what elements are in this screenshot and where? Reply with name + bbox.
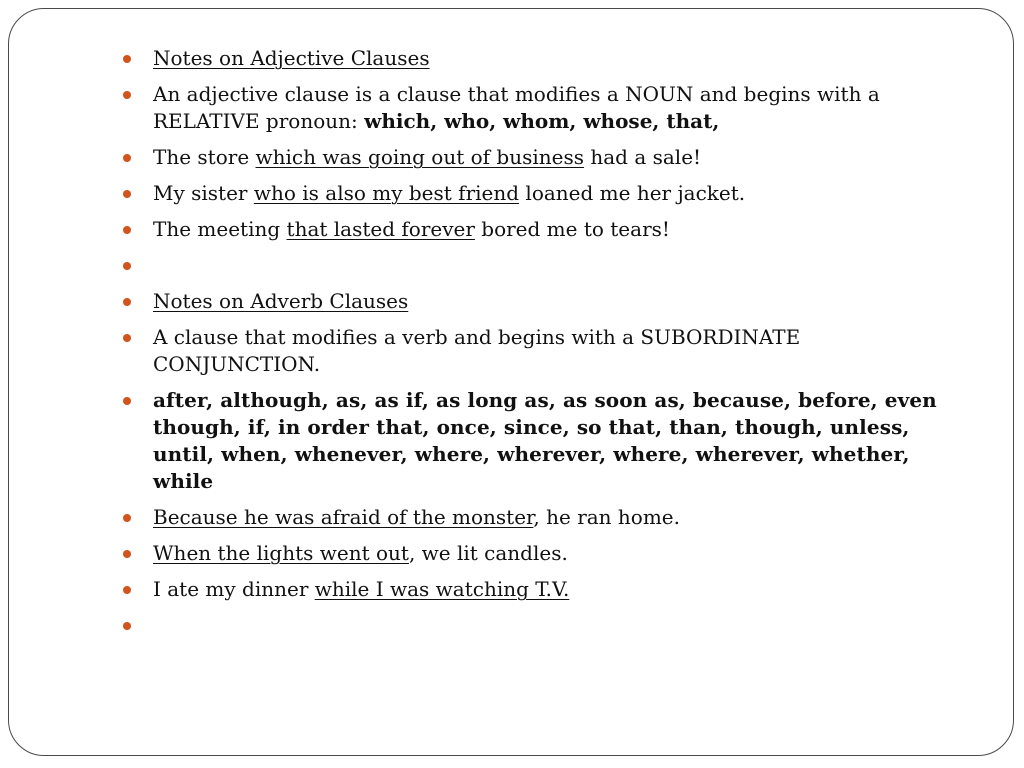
example-text: loaned me her jacket. [519, 181, 746, 205]
bullet-list [121, 45, 971, 648]
example-clause: while I was watching T.V. [314, 577, 570, 601]
bullet-dot [123, 586, 131, 594]
slide-frame [8, 8, 1014, 756]
list-item-conjunctions [121, 387, 971, 495]
example-clause: Because he was afraid of the monster [153, 505, 534, 529]
list-item-adverb-definition [121, 324, 971, 378]
list-item-example-monster [121, 504, 971, 531]
list-item-example-meeting [121, 216, 971, 243]
bullet-dot [123, 262, 131, 270]
example-clause: which was going out of business [255, 145, 585, 169]
adjective-clauses-heading: Notes on Adjective Clauses [153, 46, 430, 70]
adjective-definition-text: An adjective clause is a clause that modifies a NOUN and begins with a RELATIVE pronoun: [153, 82, 880, 133]
relative-pronouns-list: which, who, whom, whose, that, [364, 109, 720, 133]
list-item-example-store [121, 144, 971, 171]
bullet-dot [123, 514, 131, 522]
example-clause: who is also my best friend [253, 181, 520, 205]
example-text: The meeting [153, 217, 287, 241]
example-text: had a sale! [584, 145, 702, 169]
example-text: The store [153, 145, 256, 169]
bullet-dot [123, 91, 131, 99]
bullet-dot [123, 154, 131, 162]
list-item-adverb-heading [121, 288, 971, 315]
bullet-dot [123, 550, 131, 558]
bullet-dot [123, 298, 131, 306]
example-text: , we lit candles. [408, 541, 568, 565]
list-item-example-sister [121, 180, 971, 207]
list-item-example-lights [121, 540, 971, 567]
bullet-dot [123, 334, 131, 342]
bullet-dot [123, 397, 131, 405]
bullet-dot [123, 622, 131, 630]
example-clause: When the lights went out [153, 541, 409, 565]
example-text: My sister [153, 181, 254, 205]
list-item-empty [121, 612, 971, 639]
adverb-definition-text: A clause that modifies a verb and begins with a SUBORDINATE CONJUNCTION. [153, 325, 801, 376]
list-item-adjective-heading [121, 45, 971, 72]
bullet-dot [123, 226, 131, 234]
subordinate-conjunctions-list: after, although, as, as if, as long as, as soon as, because, before, even though, if, in order that, once, since, so that, than, though, unless, until, when, whenever, where, wherever, where, wherever, whether, while [153, 388, 937, 493]
example-text: , he ran home. [533, 505, 680, 529]
bullet-dot [123, 190, 131, 198]
list-item-adjective-definition [121, 81, 971, 135]
example-text: bored me to tears! [474, 217, 670, 241]
list-item-example-dinner [121, 576, 971, 603]
bullet-dot [123, 55, 131, 63]
adverb-clauses-heading: Notes on Adverb Clauses [153, 289, 409, 313]
list-item-empty [121, 252, 971, 279]
example-clause: that lasted forever [286, 217, 475, 241]
example-text: I ate my dinner [153, 577, 315, 601]
